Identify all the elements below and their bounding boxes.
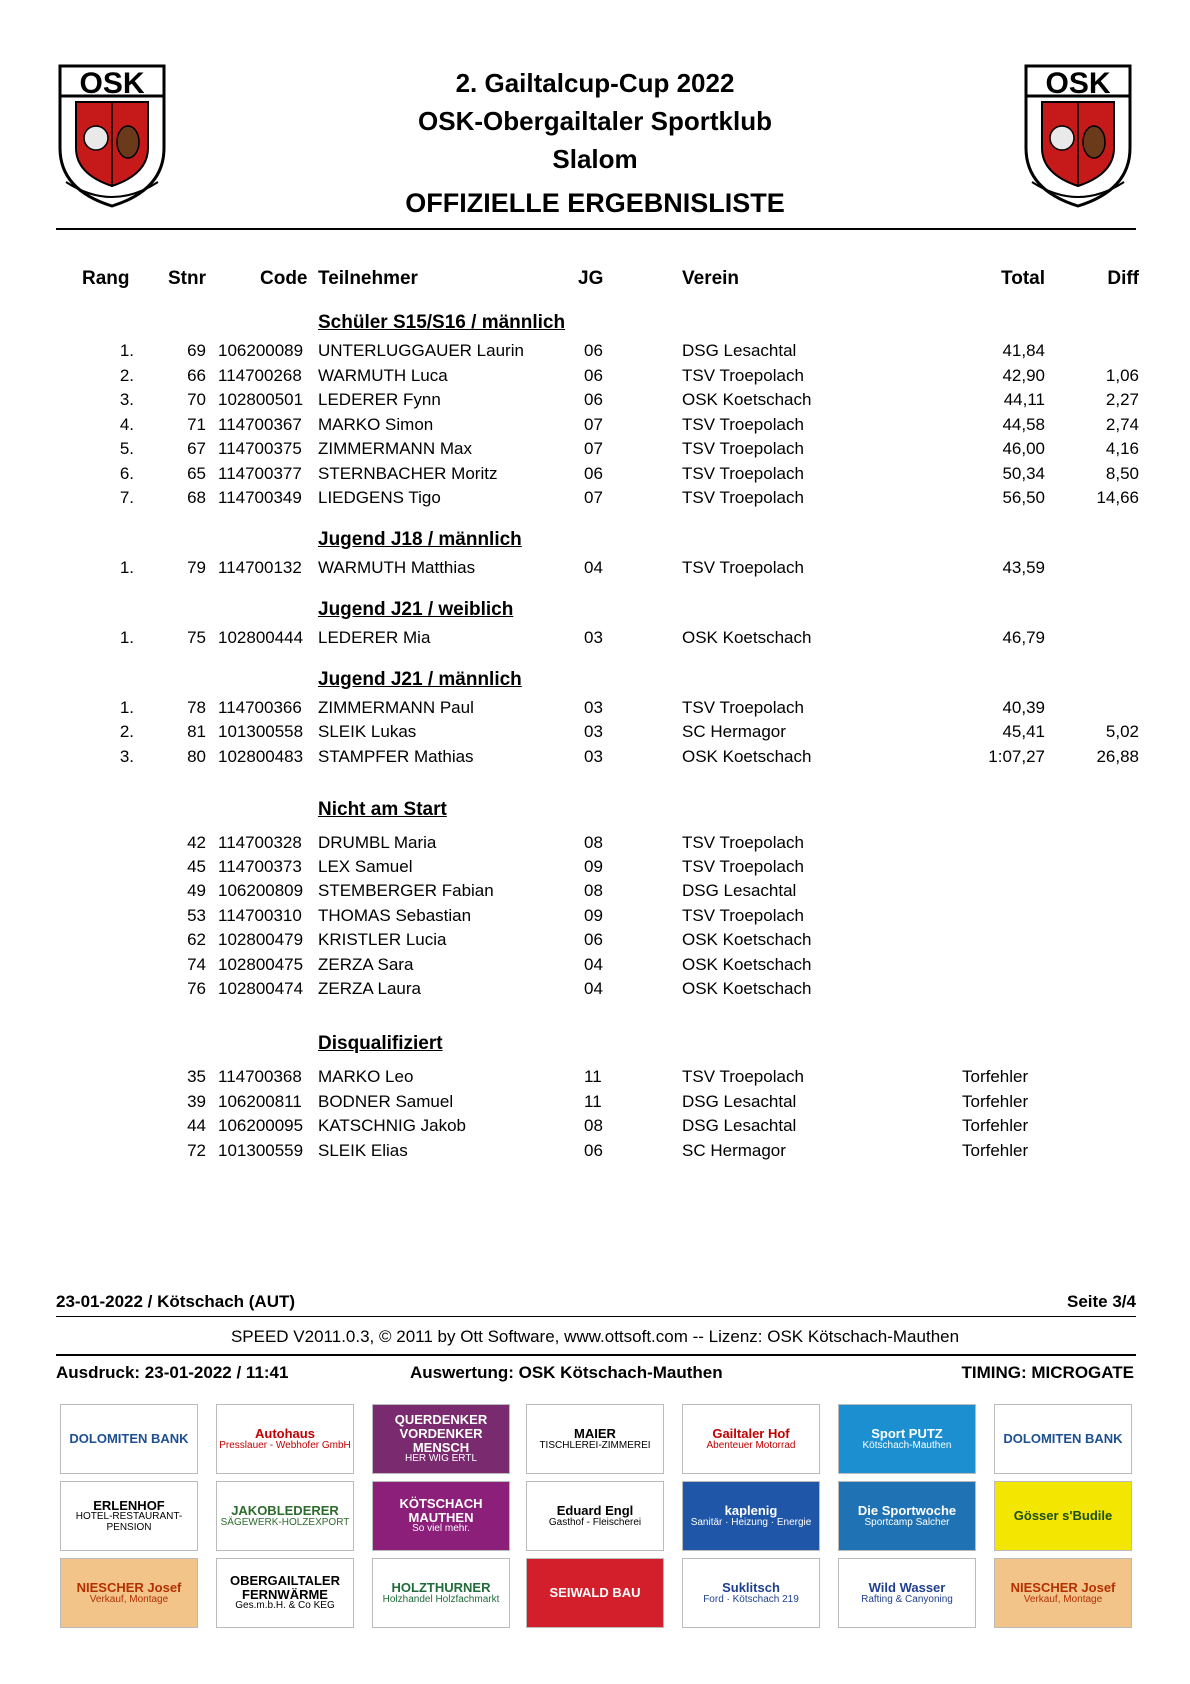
sponsor-logo	[60, 1404, 198, 1474]
name: ZERZA Sara	[318, 955, 414, 974]
sponsor-logo	[526, 1481, 664, 1551]
code: 114700349	[218, 488, 302, 507]
jg: 06	[584, 1141, 603, 1160]
stnr: 45	[187, 857, 206, 876]
name: ZIMMERMANN Max	[318, 439, 472, 458]
sponsor-logo	[216, 1558, 354, 1628]
stnr: 79	[187, 558, 206, 577]
jg: 06	[584, 930, 603, 949]
stnr: 81	[187, 722, 206, 741]
verein: TSV Troepolach	[682, 558, 804, 577]
result-row	[0, 439, 1190, 463]
jg: 08	[584, 833, 603, 852]
section-title: Nicht am Start	[318, 799, 447, 820]
name: BODNER Samuel	[318, 1092, 454, 1111]
sponsor-logo	[526, 1404, 664, 1474]
verein: TSV Troepolach	[682, 439, 804, 458]
sponsor-logo	[994, 1404, 1132, 1474]
verein: OSK Koetschach	[682, 747, 812, 766]
rang: 5.	[119, 439, 134, 458]
result-row	[0, 488, 1190, 512]
dns-row	[0, 906, 1190, 930]
sponsor-logo	[994, 1558, 1132, 1628]
code: 114700375	[218, 439, 302, 458]
jg: 11	[584, 1092, 602, 1111]
sponsor-logo	[838, 1481, 976, 1551]
code: 114700377	[218, 464, 302, 483]
stnr: 74	[187, 955, 206, 974]
sponsor-name: MAIER	[574, 1425, 616, 1441]
jg: 04	[584, 979, 603, 998]
organizer-title: OSK-Obergailtaler Sportklub	[418, 106, 772, 136]
dns-row	[0, 930, 1190, 954]
name: WARMUTH Matthias	[318, 558, 476, 577]
rang: 7.	[119, 488, 134, 507]
stnr: 71	[187, 415, 206, 434]
code: 102800479	[218, 930, 304, 949]
total: 40,39	[1002, 698, 1045, 717]
stnr: 72	[187, 1141, 206, 1160]
jg: 07	[584, 439, 603, 458]
jg: 06	[584, 341, 603, 360]
total: 44,11	[1003, 390, 1045, 409]
svg-text:OSK: OSK	[79, 67, 145, 100]
svg-text:OSK: OSK	[1045, 67, 1111, 100]
result-row	[0, 341, 1190, 365]
result-row	[0, 366, 1190, 390]
result-row	[0, 698, 1190, 722]
sponsor-tagline: Sportcamp Salcher	[864, 1516, 950, 1528]
col-verein: Verein	[682, 268, 740, 289]
jg: 11	[584, 1067, 602, 1086]
software-license: SPEED V2011.0.3, © 2011 by Ott Software, www.ottsoft.com -- Lizenz: OSK Kötschach-Mauthen	[230, 1327, 960, 1346]
header-divider	[56, 228, 1136, 230]
sponsor-name: NIESCHER Josef	[76, 1579, 182, 1595]
verein: TSV Troepolach	[682, 1067, 804, 1086]
stnr: 67	[187, 439, 206, 458]
sponsor-logo	[838, 1558, 976, 1628]
dsq-reason: Torfehler	[962, 1067, 1029, 1086]
jg: 06	[584, 390, 603, 409]
code: 106200095	[218, 1116, 304, 1135]
rang: 1.	[119, 341, 134, 360]
sponsor-tagline: SÄGEWERK-HOLZEXPORT	[220, 1516, 350, 1528]
sponsor-logo	[682, 1481, 820, 1551]
name: STEMBERGER Fabian	[318, 881, 494, 900]
sponsor-tagline: Ges.m.b.H. & Co KEG	[235, 1600, 335, 1612]
col-total: Total	[1001, 268, 1045, 289]
total: 44,58	[1002, 415, 1045, 434]
result-row	[0, 464, 1190, 488]
jg: 06	[584, 366, 603, 385]
sponsor-tagline: HOTEL-RESTAURANT-PENSION	[75, 1511, 183, 1533]
verein: TSV Troepolach	[682, 833, 804, 852]
sponsor-name: JAKOBLEDERER	[231, 1502, 339, 1518]
code: 102800475	[218, 955, 304, 974]
sponsor-logo	[682, 1558, 820, 1628]
result-row	[0, 722, 1190, 746]
stnr: 68	[187, 488, 206, 507]
jg: 06	[584, 464, 603, 483]
dsq-row	[0, 1067, 1190, 1091]
name: ZERZA Laura	[318, 979, 421, 998]
section-title: Schüler S15/S16 / männlich	[318, 312, 566, 333]
verein: SC Hermagor	[682, 722, 786, 741]
name: WARMUTH Luca	[318, 366, 448, 385]
rang: 1.	[119, 698, 134, 717]
result-row	[0, 558, 1190, 582]
name: SLEIK Lukas	[318, 722, 417, 741]
rang: 4.	[119, 415, 134, 434]
code: 102800501	[218, 390, 304, 409]
rang: 3.	[119, 747, 134, 766]
code: 106200809	[218, 881, 304, 900]
stnr: 35	[187, 1067, 206, 1086]
rang: 2.	[119, 366, 134, 385]
diff: 26,88	[1096, 747, 1139, 766]
dsq-row	[0, 1141, 1190, 1165]
rang: 2.	[119, 722, 134, 741]
rang: 3.	[119, 390, 134, 409]
dsq-row	[0, 1116, 1190, 1140]
sponsor-name: DOLOMITEN BANK	[1003, 1431, 1123, 1447]
dsq-reason: Torfehler	[962, 1116, 1029, 1135]
sponsor-name: kaplenig	[724, 1502, 778, 1518]
result-row	[0, 628, 1190, 652]
sponsor-logo	[994, 1481, 1132, 1551]
jg: 03	[584, 722, 603, 741]
code: 102800444	[218, 628, 304, 647]
code: 101300559	[218, 1141, 304, 1160]
sponsor-logo	[838, 1404, 976, 1474]
col-rang: Rang	[82, 268, 130, 289]
name: DRUMBL Maria	[318, 833, 437, 852]
name: KRISTLER Lucia	[318, 930, 447, 949]
sponsor-name: QUERDENKER VORDENKER MENSCH	[394, 1412, 488, 1455]
jg: 07	[584, 415, 603, 434]
total: 46,79	[1002, 628, 1045, 647]
col-teilnehmer: Teilnehmer	[318, 268, 418, 289]
total: 43,59	[1002, 558, 1045, 577]
code: 102800474	[218, 979, 304, 998]
sponsor-name: Suklitsch	[722, 1579, 780, 1595]
sponsor-tagline: Holzhandel Holzfachmarkt	[382, 1593, 500, 1605]
jg: 03	[584, 628, 603, 647]
page-number: Seite 3/4	[1067, 1292, 1136, 1311]
col-code: Code	[260, 268, 308, 289]
dns-row	[0, 881, 1190, 905]
verein: TSV Troepolach	[682, 906, 804, 925]
date-place: 23-01-2022 / Kötschach (AUT)	[56, 1292, 296, 1311]
discipline-title: Slalom	[552, 144, 638, 174]
verein: DSG Lesachtal	[682, 881, 797, 900]
sponsor-logo	[372, 1404, 510, 1474]
name: SLEIK Elias	[318, 1141, 408, 1160]
sponsor-logo	[372, 1558, 510, 1628]
sponsor-logo	[526, 1558, 664, 1628]
section-title: Disqualifiziert	[318, 1033, 443, 1054]
verein: SC Hermagor	[682, 1141, 786, 1160]
code: 106200089	[218, 341, 304, 360]
rang: 6.	[119, 464, 134, 483]
stnr: 44	[187, 1116, 206, 1135]
sponsor-name: ERLENHOF	[93, 1497, 165, 1513]
sponsor-tagline: Sanitär · Heizung · Energie	[690, 1516, 812, 1528]
name: KATSCHNIG Jakob	[318, 1116, 467, 1135]
verein: TSV Troepolach	[682, 857, 804, 876]
jg: 09	[584, 906, 603, 925]
stnr: 78	[187, 698, 206, 717]
stnr: 42	[187, 833, 206, 852]
stnr: 80	[187, 747, 206, 766]
event-title: 2. Gailtalcup-Cup 2022	[455, 68, 735, 98]
col-jg: JG	[578, 268, 604, 289]
name: LIEDGENS Tigo	[318, 488, 441, 507]
stnr: 69	[187, 341, 206, 360]
diff: 5,02	[1105, 722, 1139, 741]
sponsor-logo	[216, 1404, 354, 1474]
dns-row	[0, 979, 1190, 1003]
code: 101300558	[218, 722, 304, 741]
result-row	[0, 415, 1190, 439]
sponsor-tagline: Rafting & Canyoning	[861, 1593, 953, 1605]
section-title: Jugend J21 / männlich	[318, 669, 522, 690]
diff: 4,16	[1105, 439, 1139, 458]
code: 114700373	[218, 857, 302, 876]
stnr: 62	[187, 930, 206, 949]
code: 114700368	[218, 1067, 302, 1086]
col-diff: Diff	[1107, 268, 1139, 289]
code: 106200811	[218, 1092, 302, 1111]
sponsor-name: NIESCHER Josef	[1010, 1579, 1116, 1595]
result-row	[0, 747, 1190, 771]
sponsor-logo	[682, 1404, 820, 1474]
sponsor-name: OBERGAILTALER FERNWÄRME	[229, 1573, 340, 1602]
col-stnr: Stnr	[168, 268, 206, 289]
total: 46,00	[1002, 439, 1045, 458]
diff: 2,74	[1105, 415, 1139, 434]
code: 114700268	[218, 366, 302, 385]
jg: 08	[584, 881, 603, 900]
sponsor-tagline: Ford · Kötschach 219	[703, 1593, 799, 1605]
name: LEDERER Mia	[318, 628, 431, 647]
sponsor-name: Autohaus	[255, 1425, 315, 1441]
stnr: 66	[187, 366, 206, 385]
printout-time: Ausdruck: 23-01-2022 / 11:41	[56, 1363, 289, 1382]
sponsor-logo	[60, 1481, 198, 1551]
code: 114700328	[218, 833, 302, 852]
result-row	[0, 390, 1190, 414]
jg: 08	[584, 1116, 603, 1135]
dsq-row	[0, 1092, 1190, 1116]
sponsor-name: Gailtaler Hof	[712, 1425, 790, 1441]
verein: DSG Lesachtal	[682, 1092, 797, 1111]
verein: TSV Troepolach	[682, 464, 804, 483]
code: 114700367	[218, 415, 302, 434]
verein: DSG Lesachtal	[682, 1116, 797, 1135]
section-title: Jugend J18 / männlich	[318, 529, 522, 550]
sponsor-name: Eduard Engl	[556, 1502, 634, 1518]
verein: DSG Lesachtal	[682, 341, 797, 360]
sponsor-name: Gösser s'Budile	[1013, 1508, 1113, 1524]
name: LEDERER Fynn	[318, 390, 441, 409]
sponsor-name: Sport PUTZ	[871, 1425, 943, 1441]
sponsor-tagline: Presslauer - Webhofer GmbH	[219, 1439, 351, 1451]
sponsor-tagline: Verkauf, Montage	[89, 1593, 169, 1605]
dsq-reason: Torfehler	[962, 1141, 1029, 1160]
stnr: 70	[187, 390, 206, 409]
sponsor-name: SEIWALD BAU	[549, 1585, 641, 1601]
footer-divider	[56, 1354, 1136, 1356]
sponsor-name: HOLZTHURNER	[391, 1579, 491, 1595]
sponsor-tagline: Abenteuer Motorrad	[706, 1439, 796, 1451]
verein: OSK Koetschach	[682, 628, 812, 647]
code: 102800483	[218, 747, 304, 766]
verein: OSK Koetschach	[682, 930, 812, 949]
jg: 09	[584, 857, 603, 876]
total: 1:07,27	[988, 747, 1045, 766]
rang: 1.	[119, 558, 134, 577]
diff: 8,50	[1105, 464, 1139, 483]
footer-divider-top	[56, 1316, 1136, 1317]
verein: OSK Koetschach	[682, 979, 812, 998]
total: 42,90	[1002, 366, 1045, 385]
rang: 1.	[119, 628, 134, 647]
sponsor-tagline: HER WIG ERTL	[404, 1453, 478, 1465]
sponsor-name: DOLOMITEN BANK	[69, 1431, 189, 1447]
name: MARKO Leo	[318, 1067, 414, 1086]
name: ZIMMERMANN Paul	[318, 698, 474, 717]
code: 114700366	[218, 698, 302, 717]
total: 50,34	[1002, 464, 1045, 483]
name: LEX Samuel	[318, 857, 413, 876]
name: THOMAS Sebastian	[318, 906, 472, 925]
code: 114700310	[218, 906, 302, 925]
sponsor-logo	[216, 1481, 354, 1551]
sponsor-name: KÖTSCHACH MAUTHEN	[399, 1496, 483, 1525]
evaluation: Auswertung: OSK Kötschach-Mauthen	[410, 1363, 723, 1382]
jg: 04	[584, 558, 603, 577]
dns-row	[0, 833, 1190, 857]
dns-row	[0, 955, 1190, 979]
verein: TSV Troepolach	[682, 415, 804, 434]
code: 114700132	[218, 558, 302, 577]
sponsor-tagline: TISCHLEREI-ZIMMEREI	[539, 1439, 651, 1451]
jg: 07	[584, 488, 603, 507]
stnr: 65	[187, 464, 206, 483]
jg: 03	[584, 747, 603, 766]
sponsor-name: Die Sportwoche	[857, 1502, 957, 1518]
verein: TSV Troepolach	[682, 698, 804, 717]
diff: 2,27	[1105, 390, 1139, 409]
jg: 03	[584, 698, 603, 717]
name: UNTERLUGGAUER Laurin	[318, 341, 524, 360]
stnr: 75	[187, 628, 206, 647]
dns-row	[0, 857, 1190, 881]
sponsor-logo	[372, 1481, 510, 1551]
verein: OSK Koetschach	[682, 955, 812, 974]
sponsor-tagline: So viel mehr.	[412, 1523, 470, 1535]
total: 56,50	[1002, 488, 1045, 507]
verein: TSV Troepolach	[682, 488, 804, 507]
total: 45,41	[1002, 722, 1045, 741]
list-title: OFFIZIELLE ERGEBNISLISTE	[405, 188, 785, 218]
name: STERNBACHER Moritz	[318, 464, 498, 483]
dsq-reason: Torfehler	[962, 1092, 1029, 1111]
sponsor-name: Wild Wasser	[868, 1579, 946, 1595]
diff: 14,66	[1096, 488, 1139, 507]
section-title: Jugend J21 / weiblich	[318, 599, 514, 620]
sponsor-logo	[60, 1558, 198, 1628]
sponsor-tagline: Gasthof - Fleischerei	[548, 1516, 642, 1528]
stnr: 49	[187, 881, 206, 900]
verein: OSK Koetschach	[682, 390, 812, 409]
name: STAMPFER Mathias	[318, 747, 474, 766]
sponsor-tagline: Verkauf, Montage	[1023, 1593, 1103, 1605]
total: 41,84	[1002, 341, 1045, 360]
verein: TSV Troepolach	[682, 366, 804, 385]
stnr: 53	[187, 906, 206, 925]
timing: TIMING: MICROGATE	[961, 1363, 1134, 1382]
name: MARKO Simon	[318, 415, 434, 434]
stnr: 39	[187, 1092, 206, 1111]
diff: 1,06	[1105, 366, 1139, 385]
jg: 04	[584, 955, 603, 974]
sponsor-tagline: Kötschach-Mauthen	[862, 1439, 952, 1451]
stnr: 76	[187, 979, 206, 998]
